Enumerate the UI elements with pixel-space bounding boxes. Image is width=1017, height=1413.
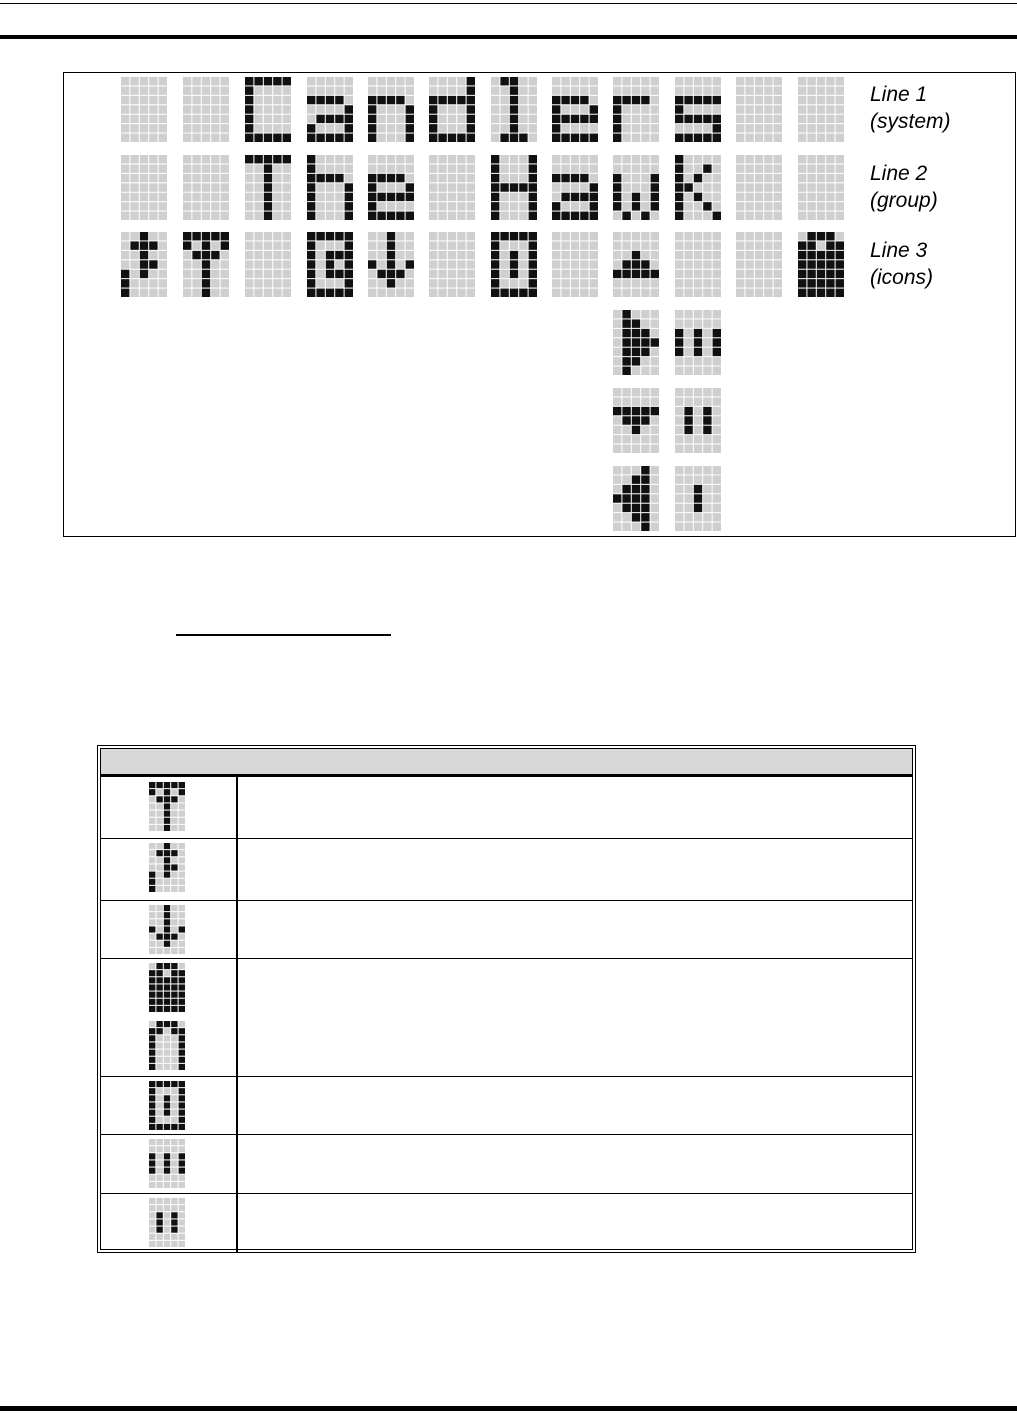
line-3-role: (icons): [870, 266, 934, 289]
down-arrow-icon: [613, 388, 659, 453]
description-cell: [238, 1134, 912, 1193]
signal-3-bars-icon: [675, 310, 721, 375]
line-3-label: [870, 237, 933, 291]
lcd-display-figure: [63, 72, 1016, 537]
lcd-blank-cell: [429, 232, 475, 297]
lock-icon-glyph: [149, 963, 185, 1012]
rx-arrow-icon: [368, 232, 414, 297]
lcd-blank-cell: [121, 155, 167, 220]
table-row: [101, 1076, 912, 1135]
description-cell: [238, 1076, 912, 1134]
lcd-blank-cell: [245, 232, 291, 297]
header-rule-thick: [0, 35, 1017, 39]
rx-arrow-icon-glyph: [149, 905, 185, 954]
up-arrow-icon: [613, 232, 659, 297]
icon-cell: [101, 1076, 238, 1134]
description-cell: [238, 900, 912, 958]
description-cell: [238, 1193, 912, 1252]
header-rule-thin: [0, 3, 1017, 4]
lcd-blank-cell: [675, 232, 721, 297]
table-row: [101, 1134, 912, 1194]
lcd-char-d: [429, 77, 475, 142]
lcd-char-e: [368, 155, 414, 220]
talkaround-icon-glyph: [149, 1081, 185, 1130]
lock-icon: [798, 232, 844, 297]
signal-3-bars-icon-glyph: [149, 1139, 185, 1188]
lcd-blank-cell: [798, 77, 844, 142]
antenna-icon-glyph: [149, 782, 185, 831]
lcd-blank-cell: [429, 155, 475, 220]
icon-cell: [101, 900, 238, 958]
line-1-title: Line 1: [870, 83, 928, 106]
footer-rule-thick: [0, 1406, 1017, 1411]
lcd-char-a: [552, 155, 598, 220]
signal-icon-glyph: [149, 843, 185, 892]
icon-cell: [101, 1134, 238, 1193]
scan-icon: [307, 232, 353, 297]
lcd-char-T: [245, 155, 291, 220]
lcd-char-a: [307, 77, 353, 142]
signal-2-bars-icon-glyph: [149, 1198, 185, 1247]
icon-table: [97, 745, 916, 1253]
description-cell: [238, 958, 912, 1076]
lcd-blank-cell: [736, 232, 782, 297]
lcd-blank-cell: [121, 77, 167, 142]
right-arrow-icon: [613, 310, 659, 375]
lcd-blank-cell: [183, 155, 229, 220]
lcd-char-r: [613, 77, 659, 142]
icon-cell: [101, 838, 238, 900]
signal-1-bar-icon: [675, 466, 721, 531]
line-3-title: Line 3: [870, 239, 928, 262]
table-row: [101, 777, 912, 839]
unlock-icon-glyph: [149, 1021, 185, 1070]
lcd-char-H: [491, 155, 537, 220]
lcd-char-n: [368, 77, 414, 142]
section-heading-underline: [176, 634, 391, 636]
lock-icon: [149, 963, 186, 1013]
lcd-char-k: [675, 155, 721, 220]
signal-icon: [149, 843, 186, 893]
signal-icon: [121, 232, 167, 297]
table-row: [101, 1193, 912, 1252]
description-cell: [238, 838, 912, 900]
lcd-blank-cell: [736, 155, 782, 220]
antenna-icon: [183, 232, 229, 297]
table-row: [101, 958, 912, 1077]
lcd-char-h: [307, 155, 353, 220]
lcd-char-C: [245, 77, 291, 142]
unlock-icon: [149, 1021, 186, 1071]
lcd-blank-cell: [183, 77, 229, 142]
rx-arrow-icon: [149, 905, 186, 955]
lcd-blank-cell: [736, 77, 782, 142]
lcd-blank-cell: [798, 155, 844, 220]
talkaround-icon: [149, 1081, 186, 1131]
description-cell: [238, 777, 912, 838]
icon-cell: [101, 1193, 238, 1252]
lcd-blank-cell: [552, 232, 598, 297]
talkaround-icon: [491, 232, 537, 297]
line-2-role: (group): [870, 189, 938, 212]
left-arrow-icon: [613, 466, 659, 531]
signal-3-bars-icon: [149, 1139, 186, 1189]
line-2-title: Line 2: [870, 162, 928, 185]
lcd-char-s: [675, 77, 721, 142]
lcd-display: [64, 73, 1017, 538]
line-1-role: (system): [870, 110, 951, 133]
lcd-char-w: [613, 155, 659, 220]
icon-cell: [101, 777, 238, 838]
table-row: [101, 900, 912, 959]
signal-2-bars-icon: [149, 1198, 186, 1248]
line-1-label: [870, 81, 951, 135]
antenna-icon: [149, 782, 186, 832]
icon-cell: [101, 958, 238, 1076]
lcd-char-l: [491, 77, 537, 142]
signal-2-bars-icon: [675, 388, 721, 453]
lcd-char-e: [552, 77, 598, 142]
line-2-label: [870, 160, 938, 214]
table-header-row: [101, 749, 912, 777]
table-row: [101, 838, 912, 901]
